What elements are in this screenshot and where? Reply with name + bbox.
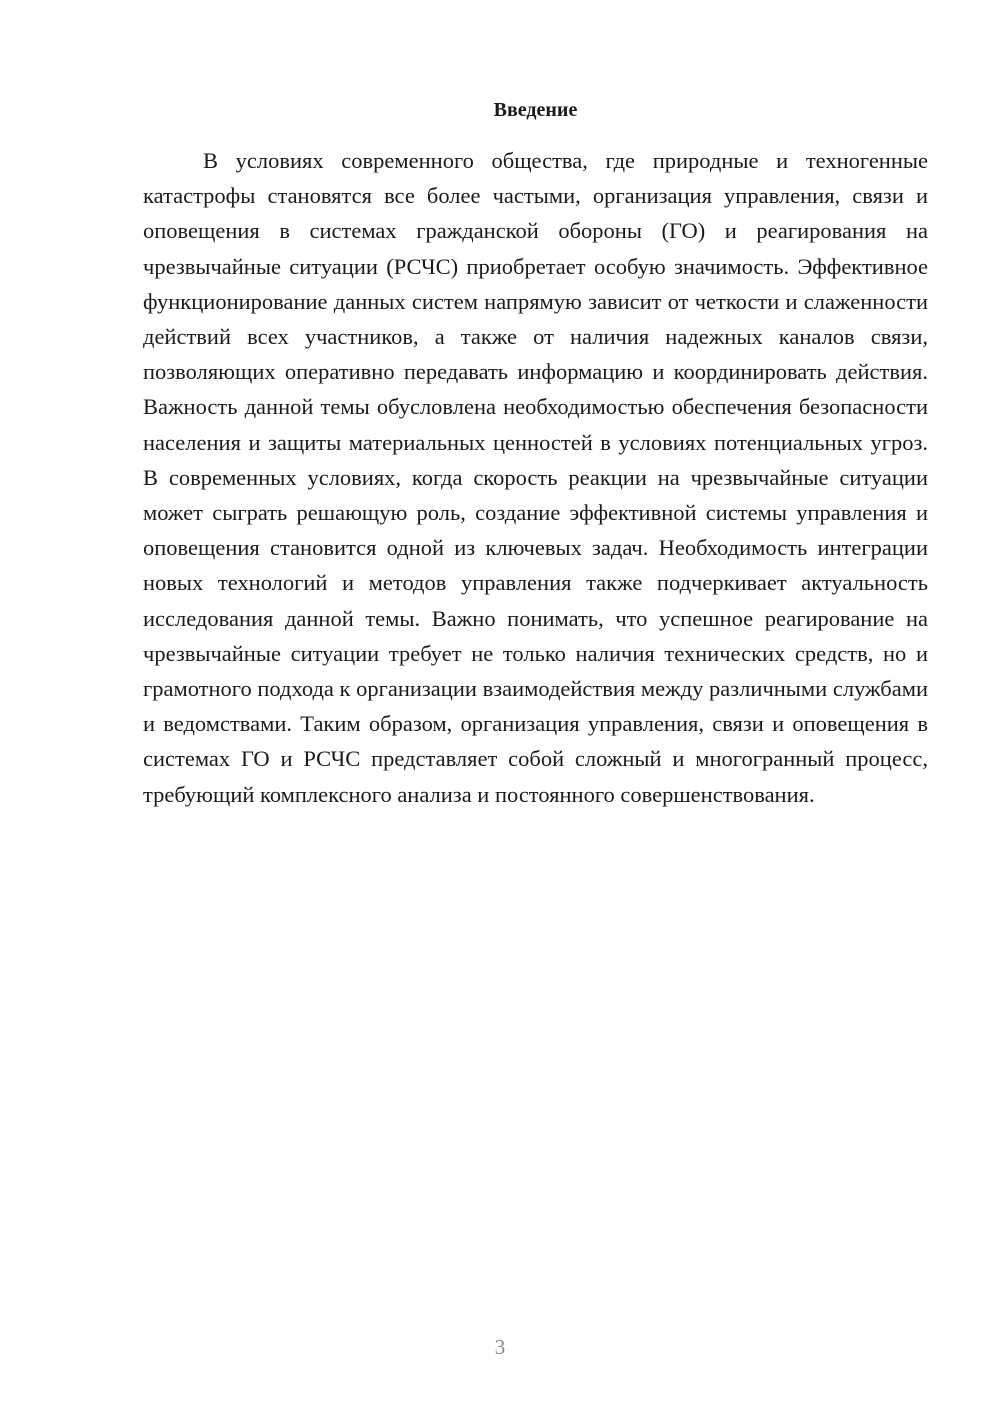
section-heading: Введение <box>493 99 578 121</box>
body-paragraph: В условиях современного общества, где природные и техногенные катастрофы становятся все более частыми, организация управления, связи и оповещения в системах гражданской обороны (ГО) и реагирования на чрезвычайные ситуации (РСЧС) приобретает особую значимость. Эффективное функционирование данных систем напрямую зависит от четкости и слаженности действий всех участников, а также от наличия надежных каналов связи, позволяющих оперативно передавать информацию и координировать действия. Важность данной темы обусловлена необходимостью обеспечения безопасности населения и защиты материальных ценностей в условиях потенциальных угроз. В современных условиях, когда скорость реакции на чрезвычайные ситуации может сыграть решающую роль, создание эффективной системы управления и оповещения становится одной из ключевых задач. Необходимость интеграции новых технологий и методов управления также подчеркивает актуальность исследования данной темы. Важно понимать, что успешное реагирование на чрезвычайные ситуации требует не только наличия технических средств, но и грамотного подхода к организации взаимодействия между различными службами и ведомствами. Таким образом, организация управления, связи и оповещения в системах ГО и РСЧС представляет собой сложный и многогранный процесс, требующий комплексного анализа и постоянного совершенствования. <box>143 148 928 807</box>
page-number: 3 <box>494 1335 506 1359</box>
